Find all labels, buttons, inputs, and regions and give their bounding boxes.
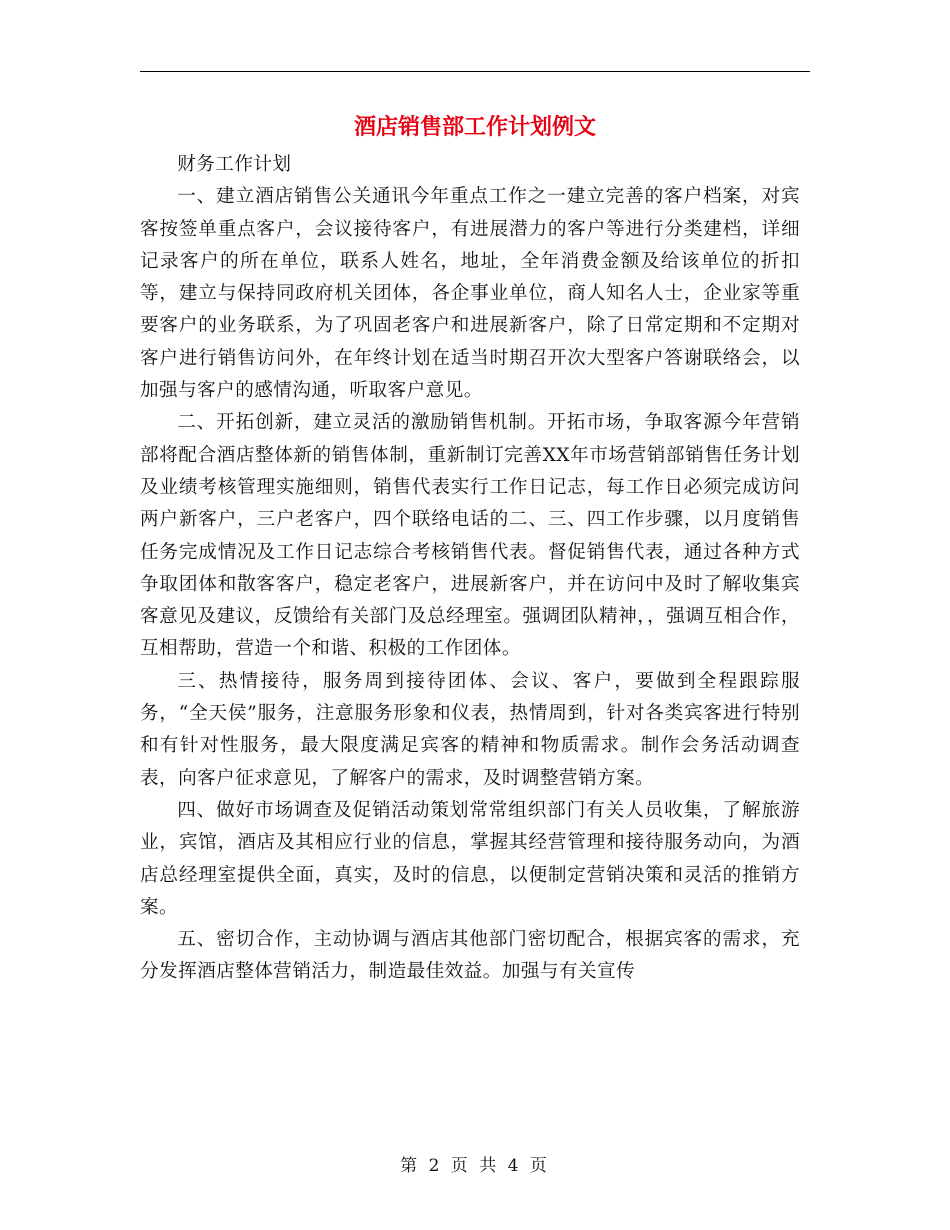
document-body bbox=[140, 149, 800, 989]
body-paragraph-2: 二、开拓创新，建立灵活的激励销售机制。开拓市场，争取客源今年营销部将配合酒店整体新的销售体制，重新制订完善XX年市场营销部销售任务计划及业绩考核管理实施细则，销售代表实行工作日记志，每工作日必须完成访问两户新客户，三户老客户，四个联络电话的二、三、四工作步骤，以月度销售任务完成情况及工作日记志综合考核销售代表。督促销售代表，通过各种方式争取团体和散客客户，稳定老客户，进展新客户，并在访问中及时了解收集宾客意见及建议，反馈给有关部门及总经理室。强调团队精神，，强调互相合作，互相帮助，营造一个和谐、积极的工作团体。 bbox=[140, 412, 800, 660]
page-number: 第 2 页 共 4 页 bbox=[400, 1156, 550, 1176]
body-paragraph-1: 一、建立酒店销售公关通讯今年重点工作之一建立完善的客户档案，对宾客按签单重点客户，会议接待客户，有进展潜力的客户等进行分类建档，详细记录客户的所在单位，联系人姓名，地址，全年消费金额及给该单位的折扣等，建立与保持同政府机关团体，各企事业单位，商人知名人士，企业家等重要客户的业务联系，为了巩固老客户和进展新客户，除了日常定期和不定期对客户进行销售访问外，在年终计划在适当时期召开次大型客户答谢联络会，以加强与客户的感情沟通，听取客户意见。 bbox=[140, 186, 800, 402]
section-heading: 财务工作计划 bbox=[177, 154, 292, 175]
header-rule bbox=[140, 71, 810, 72]
body-paragraph-5: 五、密切合作，主动协调与酒店其他部门密切配合，根据宾客的需求，充分发挥酒店整体营销活力，制造最佳效益。加强与有关宣传 bbox=[140, 929, 800, 983]
document-title: 酒店销售部工作计划例文 bbox=[353, 114, 596, 140]
body-paragraph-4: 四、做好市场调查及促销活动策划常常组织部门有关人员收集，了解旅游业，宾馆，酒店及其相应行业的信息，掌握其经营管理和接待服务动向，为酒店总经理室提供全面，真实，及时的信息，以便制定营销决策和灵活的推销方案。 bbox=[140, 799, 800, 918]
body-paragraph-3: 三、热情接待，服务周到接待团体、会议、客户，要做到全程跟踪服务，“全天侯”服务，注意服务形象和仪表，热情周到，针对各类宾客进行特别和有针对性服务，最大限度满足宾客的精神和物质需求。制作会务活动调查表，向客户征求意见，了解客户的需求，及时调整营销方案。 bbox=[140, 670, 800, 789]
